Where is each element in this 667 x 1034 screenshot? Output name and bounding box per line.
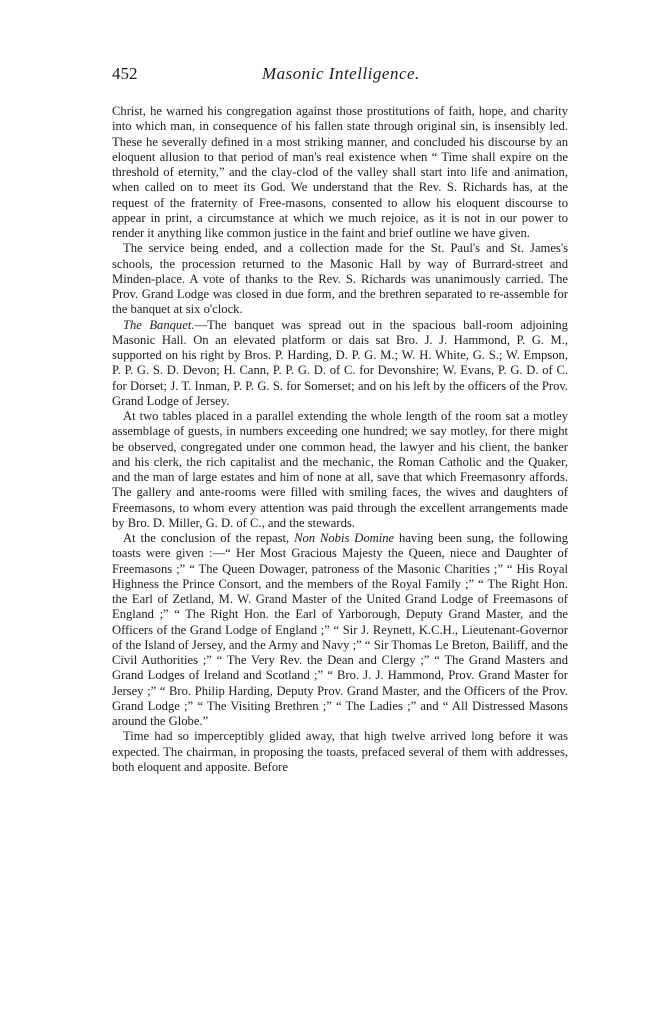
paragraph-toasts: At the conclusion of the repast, Non Nobis Domine having been sung, the following toasts were given :—“ Her Most Gracious Majesty the Queen, niece and Daughter of Freemasons ;” “ The Queen Dowager, patroness of the Masonic Charities ;” “ His Royal Highness the Prince Consort, and the members of the Royal Family ;” “ The Right Hon. the Earl of Zetland, M. W. Grand Master of the United Grand Lodge of Freemasons of England ;” “ The Right Hon. the Earl of Yarborough, Deputy Grand Master, and the Officers of the Grand Lodge of England ;” “ Sir J. Reynett, K.C.H., Lieutenant-Governor of the Island of Jersey, and the Army and Navy ;” “ Sir Thomas Le Breton, Bailiff, and the Civil Authorities ;” “ The Very Rev. the Dean and Clergy ;” “ The Grand Masters and Grand Lodges of Ireland and Scotland ;” “ Bro. J. J. Hammond, Prov. Grand Master for Jersey ;” “ Bro. Philip Harding, Deputy Prov. Grand Master, and the Officers of the Prov. Grand Lodge ;” “ The Visiting Brethren ;” “ The Ladies ;” and “ All Distressed Masons around the Globe.”: [112, 531, 569, 728]
article-body: [112, 104, 568, 775]
paragraph-procession: The service being ended, and a collection made for the St. Paul's and St. James's schools, the procession returned to the Masonic Hall by way of Burrard-street and Minden-place. A vote of thanks to the Rev. S. Richards was unanimously carried. The Prov. Grand Lodge was closed in due form, and the brethren separated to re-assemble for the banquet at six o'clock.: [112, 241, 568, 317]
paragraph-closing: Time had so imperceptibly glided away, that high twelve arrived long before it was expected. The chairman, in proposing the toasts, prefaced several of them with addresses, both eloquent and apposite. Before: [112, 729, 568, 774]
non-nobis-domine: Non Nobis Domine: [294, 531, 395, 545]
paragraph-sermon-conclusion: Christ, he warned his congregation against those prostitutions of faith, hope, and charity into which man, in consequence of his fallen state through original sin, is insensibly led. These he severally defined in a most striking manner, and concluded his discourse by an eloquent allusion to that period of man's real existence when “ Time shall expire on the threshold of eternity,” and the clay-clod of the valley shall start into life and animation, when called on to meet its God. We understand that the Rev. S. Richards has, at the request of the fraternity of Free-masons, consented to allow his eloquent discourse to appear in print, a circumstance at which we much rejoice, as it is not in our power to render it anything like common justice in the faint and brief outline we have given.: [112, 104, 568, 240]
page-number: 452: [112, 64, 138, 83]
paragraph-banquet: The Banquet.—The banquet was spread out in the spacious ball-room adjoining Masonic Hall. On an elevated platform or dais sat Bro. J. J. Hammond, P. G. M., supported on his right by Bros. P. Harding, D. P. G. M.; W. H. White, G. S.; W. Empson, P. P. G. S. D. Devon; H. Cann, P. P. G. D. of C. for Devonshire; W. Evans, P. G. D. of C. for Dorset; J. T. Inman, P. P. G. S. for Somerset; and on his left by the officers of the Prov. Grand Lodge of Jersey.: [112, 317, 568, 408]
page-header: [112, 64, 568, 92]
running-title: Masonic Intelligence.: [262, 64, 420, 83]
paragraph-guests: At two tables placed in a parallel extending the whole length of the room sat a motley assemblage of guests, in numbers exceeding one hundred; we say motley, for there might be observed, congregated under one common head, the lawyer and his client, the banker and his clerk, the rich capitalist and the mechanic, the Roman Catholic and the Quaker, and the man of large estates and him of none at all, save that which Freemasonry affords. The gallery and ante-rooms were filled with smiling faces, the wives and daughters of Freemasons, to whom every attention was paid through the excellent arrangements made by Bro. D. Miller, G. D. of C., and the stewards.: [112, 409, 568, 530]
banquet-heading: The Banquet.: [123, 317, 195, 332]
page: [112, 64, 568, 775]
